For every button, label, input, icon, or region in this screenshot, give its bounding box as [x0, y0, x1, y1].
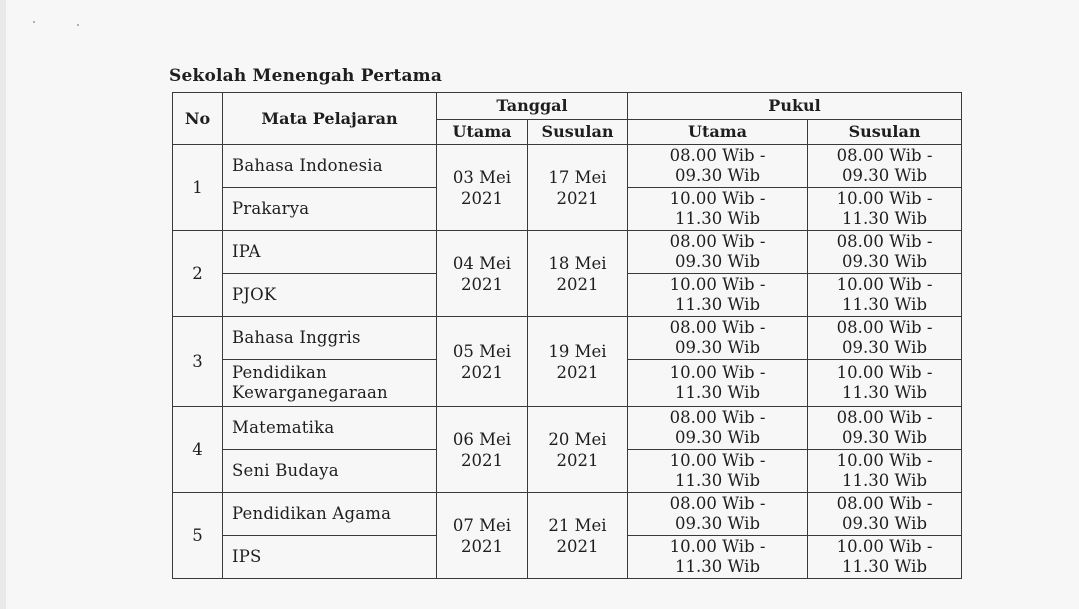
schedule-body [173, 145, 962, 579]
time-start: 10.00 Wib - [836, 451, 933, 470]
time-start: 08.00 Wib - [836, 494, 933, 513]
time-start: 08.00 Wib - [836, 146, 933, 165]
time-end: 11.30 Wib [842, 383, 928, 402]
time-end: 11.30 Wib [675, 209, 761, 228]
subject-cell [223, 493, 437, 536]
time-start: 10.00 Wib - [669, 363, 766, 382]
subject-cell [223, 407, 437, 450]
subject-cell [223, 274, 437, 317]
time-start: 08.00 Wib - [669, 232, 766, 251]
date-main-cell [437, 231, 528, 317]
date-main-cell [437, 317, 528, 407]
time-end: 09.30 Wib [675, 252, 761, 271]
cell-line: Pendidikan Agama [232, 504, 392, 523]
cell-line: 05 Mei [452, 341, 512, 361]
time-start: 10.00 Wib - [669, 275, 766, 294]
row-number: 4 [173, 407, 223, 493]
time-main-cell [628, 188, 808, 231]
table-row [173, 317, 962, 360]
date-main-cell [437, 493, 528, 579]
time-start: 10.00 Wib - [836, 363, 933, 382]
time-end: 11.30 Wib [842, 471, 928, 490]
date-makeup-cell [528, 231, 628, 317]
header-date: Tanggal [437, 93, 628, 120]
cell-line: 19 Mei [548, 341, 607, 361]
time-end: 11.30 Wib [675, 295, 761, 314]
time-makeup-cell [808, 450, 962, 493]
subject-cell [223, 145, 437, 188]
row-number: 1 [173, 145, 223, 231]
date-makeup-cell [528, 407, 628, 493]
time-start: 10.00 Wib - [669, 537, 766, 556]
cell-line: Kewarganegaraan [232, 383, 388, 402]
cell-line: 2021 [461, 188, 503, 208]
header-date-makeup: Susulan [528, 120, 628, 145]
cell-line: 2021 [556, 274, 599, 294]
scan-speck [33, 21, 35, 23]
subject-cell [223, 231, 437, 274]
time-end: 11.30 Wib [842, 295, 928, 314]
cell-line: 2021 [461, 362, 503, 382]
cell-line: Bahasa Indonesia [232, 156, 383, 175]
cell-line: Matematika [232, 418, 335, 437]
header-row-top [173, 93, 962, 120]
cell-line: PJOK [232, 285, 277, 304]
date-main-cell [437, 407, 528, 493]
row-number: 2 [173, 231, 223, 317]
time-start: 08.00 Wib - [669, 494, 766, 513]
time-end: 09.30 Wib [842, 166, 928, 185]
time-start: 08.00 Wib - [669, 318, 766, 337]
time-start: 10.00 Wib - [669, 189, 766, 208]
time-main-cell [628, 231, 808, 274]
time-end: 09.30 Wib [675, 338, 761, 357]
section-title: Sekolah Menengah Pertama [169, 66, 443, 86]
time-end: 11.30 Wib [675, 383, 761, 402]
time-makeup-cell [808, 188, 962, 231]
time-end: 11.30 Wib [675, 471, 761, 490]
time-makeup-cell [808, 493, 962, 536]
cell-line: IPS [232, 547, 262, 566]
cell-line: 21 Mei [548, 515, 607, 535]
time-start: 08.00 Wib - [836, 318, 933, 337]
cell-line: 2021 [461, 450, 503, 470]
cell-line: 2021 [556, 362, 599, 382]
header-time-makeup: Susulan [808, 120, 962, 145]
time-start: 08.00 Wib - [669, 146, 766, 165]
cell-line: 2021 [556, 450, 599, 470]
time-main-cell [628, 145, 808, 188]
subject-cell [223, 188, 437, 231]
scan-speck [77, 24, 79, 26]
time-main-cell [628, 407, 808, 450]
cell-line: 17 Mei [548, 167, 607, 187]
cell-line: 06 Mei [452, 429, 512, 449]
cell-line: 2021 [461, 274, 503, 294]
time-end: 09.30 Wib [842, 338, 928, 357]
time-start: 08.00 Wib - [836, 408, 933, 427]
table-row [173, 145, 962, 188]
table-row [173, 231, 962, 274]
time-makeup-cell [808, 145, 962, 188]
time-end: 09.30 Wib [842, 252, 928, 271]
cell-line: 04 Mei [452, 253, 512, 273]
time-makeup-cell [808, 274, 962, 317]
time-makeup-cell [808, 360, 962, 407]
subject-cell [223, 317, 437, 360]
time-makeup-cell [808, 407, 962, 450]
time-makeup-cell [808, 536, 962, 579]
cell-line: 03 Mei [452, 167, 512, 187]
time-end: 09.30 Wib [675, 166, 761, 185]
cell-line: 07 Mei [452, 515, 512, 535]
cell-line: Pendidikan [232, 363, 327, 382]
row-number: 3 [173, 317, 223, 407]
time-end: 09.30 Wib [842, 428, 928, 447]
page-edge [0, 0, 6, 609]
date-main-cell [437, 145, 528, 231]
subject-cell [223, 360, 437, 407]
exam-schedule-table [172, 92, 962, 579]
table-row [173, 493, 962, 536]
row-number: 5 [173, 493, 223, 579]
cell-line: Bahasa Inggris [232, 328, 361, 347]
cell-line: 2021 [556, 188, 599, 208]
cell-line: Seni Budaya [232, 461, 339, 480]
time-main-cell [628, 450, 808, 493]
time-start: 08.00 Wib - [836, 232, 933, 251]
date-makeup-cell [528, 317, 628, 407]
time-start: 10.00 Wib - [836, 537, 933, 556]
time-end: 11.30 Wib [842, 209, 928, 228]
time-start: 08.00 Wib - [669, 408, 766, 427]
subject-cell [223, 450, 437, 493]
time-main-cell [628, 317, 808, 360]
header-no: No [173, 93, 223, 145]
time-start: 10.00 Wib - [836, 275, 933, 294]
time-makeup-cell [808, 317, 962, 360]
header-subject: Mata Pelajaran [223, 93, 437, 145]
cell-line: Prakarya [232, 199, 310, 218]
cell-line: 18 Mei [548, 253, 607, 273]
time-main-cell [628, 536, 808, 579]
cell-line: 20 Mei [548, 429, 607, 449]
time-main-cell [628, 493, 808, 536]
cell-line: 2021 [556, 536, 599, 556]
cell-line: IPA [232, 242, 261, 261]
time-start: 10.00 Wib - [669, 451, 766, 470]
time-end: 11.30 Wib [842, 557, 928, 576]
time-main-cell [628, 360, 808, 407]
time-end: 09.30 Wib [675, 428, 761, 447]
cell-line: 2021 [461, 536, 503, 556]
header-date-main: Utama [437, 120, 528, 145]
subject-cell [223, 536, 437, 579]
time-end: 09.30 Wib [842, 514, 928, 533]
date-makeup-cell [528, 145, 628, 231]
table-row [173, 407, 962, 450]
time-start: 10.00 Wib - [836, 189, 933, 208]
time-end: 11.30 Wib [675, 557, 761, 576]
time-end: 09.30 Wib [675, 514, 761, 533]
header-time-main: Utama [628, 120, 808, 145]
header-time: Pukul [628, 93, 962, 120]
time-main-cell [628, 274, 808, 317]
date-makeup-cell [528, 493, 628, 579]
time-makeup-cell [808, 231, 962, 274]
